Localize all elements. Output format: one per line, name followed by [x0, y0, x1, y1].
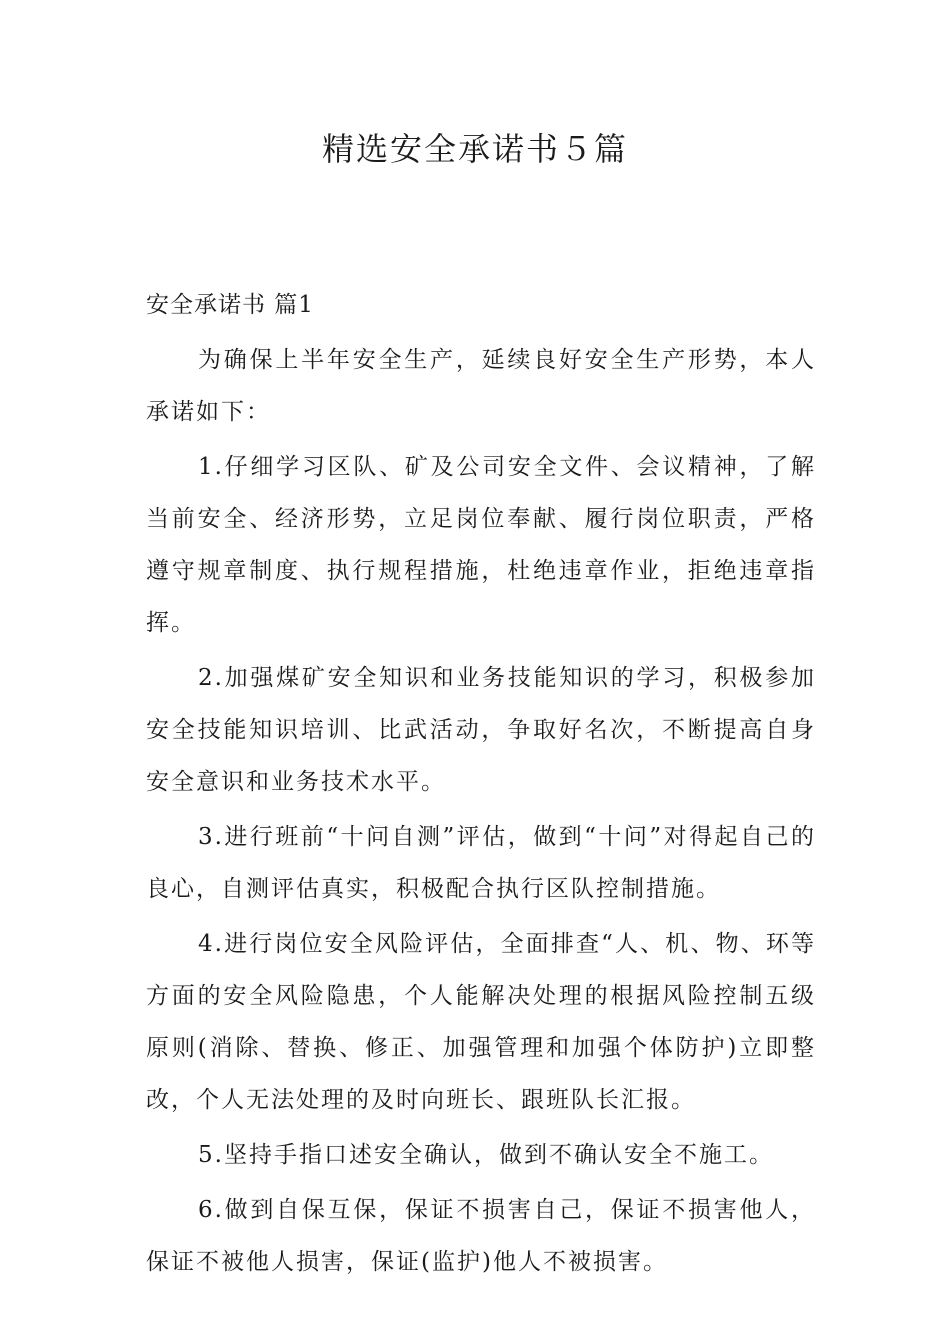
paragraph-item-1: 1.仔细学习区队、矿及公司安全文件、会议精神，了解当前安全、经济形势，立足岗位奉献、履行岗位职责，严格遵守规章制度、执行规程措施，杜绝违章作业，拒绝违章指挥。 — [146, 454, 816, 636]
paragraph-item-3: 3.进行班前“十问自测”评估，做到“十问”对得起自己的良心，自测评估真实，积极配合执行区队控制措施。 — [146, 824, 816, 902]
document-body — [146, 279, 816, 1291]
paragraph-item-5: 5.坚持手指口述安全确认，做到不确认安全不施工。 — [198, 1142, 774, 1168]
document-title: 精选安全承诺书５篇 — [321, 130, 628, 168]
section-heading: 安全承诺书 篇1 — [146, 292, 314, 318]
paragraph-item-6: 6.做到自保互保，保证不损害自己，保证不损害他人，保证不被他人损害，保证(监护)他人不被损害。 — [146, 1197, 816, 1275]
paragraph-item-4: 4.进行岗位安全风险评估，全面排查“人、机、物、环等方面的安全风险隐患，个人能解决处理的根据风险控制五级原则(消除、替换、修正、加强管理和加强个体防护)立即整改，个人无法处理的及时向班长、跟班队长汇报。 — [146, 931, 816, 1113]
paragraph-item-2: 2.加强煤矿安全知识和业务技能知识的学习，积极参加安全技能知识培训、比武活动，争取好名次，不断提高自身安全意识和业务技术水平。 — [146, 665, 816, 795]
paragraph-intro: 为确保上半年安全生产，延续良好安全生产形势，本人承诺如下： — [146, 347, 816, 425]
